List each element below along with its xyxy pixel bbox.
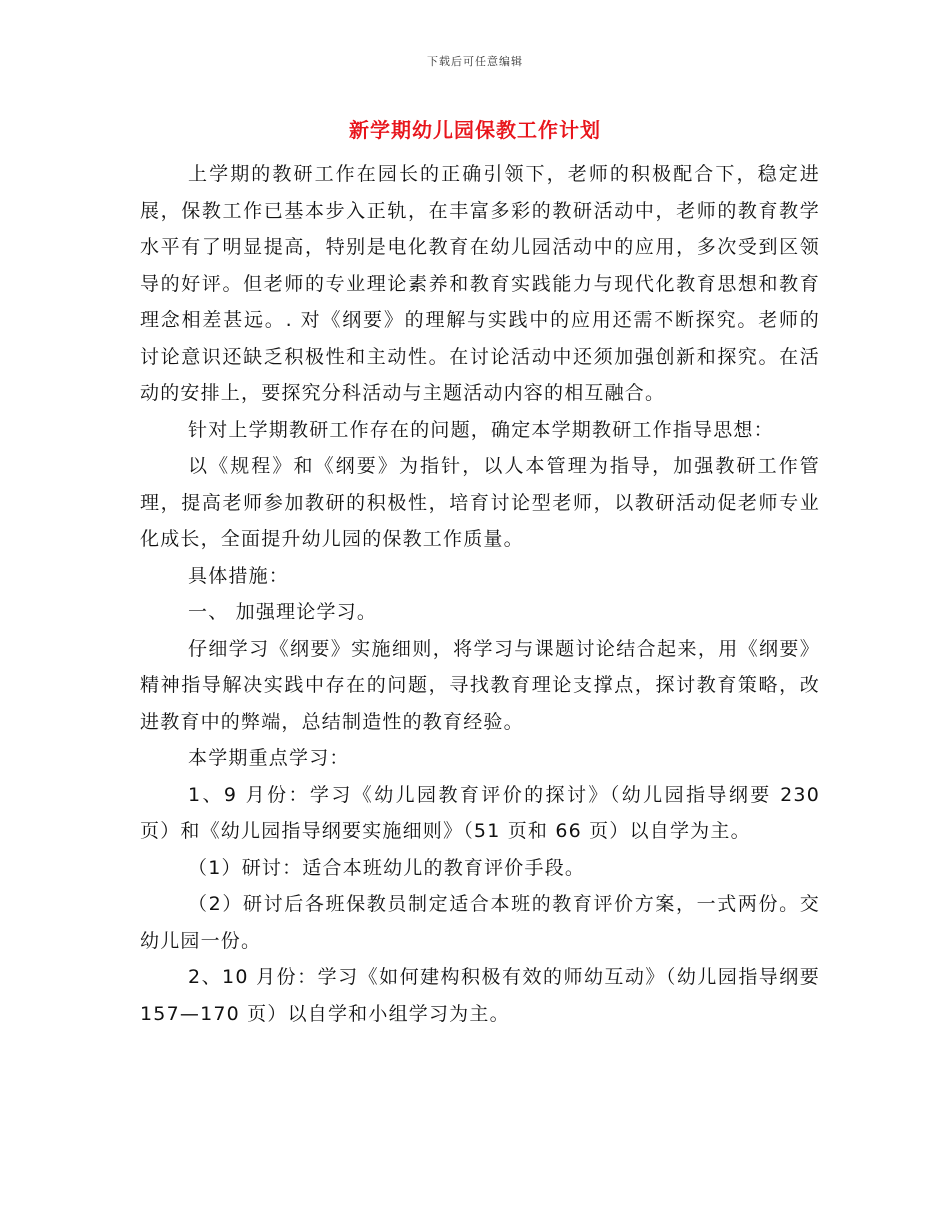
header-note: 下载后可任意编辑 [427, 55, 523, 68]
list-item-october: 2、10 月份：学习《如何建构积极有效的师幼互动》（幼儿园指导纲要 157—170 页）以自学和小组学习为主。 [140, 966, 828, 1025]
paragraph-theory-study: 仔细学习《纲要》实施细则，将学习与课题讨论结合起来，用《纲要》精神指导解决实践中存在的问题，寻找教育理论支撑点，探讨教育策略，改进教育中的弊端，总结制造性的教育经验。 [140, 637, 820, 733]
list-subitem-1: （1）研讨：适合本班幼儿的教育评价手段。 [188, 856, 586, 879]
paragraph-measures-heading: 具体措施： [188, 564, 290, 587]
section-heading-theory: 一、 加强理论学习。 [188, 601, 378, 623]
paragraph-intro: 上学期的教研工作在园长的正确引领下，老师的积极配合下，稳定进展，保教工作已基本步入正轨，在丰富多彩的教研活动中，老师的教育教学水平有了明显提高，特别是电化教育在幼儿园活动中的应用，多次受到区领导的好评。但老师的专业理论素养和教育实践能力与现代化教育思想和教育理念相差甚远。. 对《纲要》的理解与实践中的应用还需不断探究。老师的讨论意识还缺乏积极性和主动性。在讨论活动中还须加强创新和探究。在活动的安排上，要探究分科活动与主题活动内容的相互融合。 [140, 163, 820, 404]
paragraph-guiding-thought: 以《规程》和《纲要》为指针，以人本管理为指导，加强教研工作管理，提高老师参加教研的积极性，培育讨论型老师，以教研活动促老师专业化成长，全面提升幼儿园的保教工作质量。 [140, 455, 820, 550]
list-item-september: 1、9 月份：学习《幼儿园教育评价的探讨》（幼儿园指导纲要 230 页）和《幼儿园指导纲要实施细则》（51 页和 66 页）以自学为主。 [140, 783, 828, 842]
document-title: 新学期幼儿园保教工作计划 [349, 118, 601, 142]
document-body [140, 156, 828, 1032]
paragraph-key-study: 本学期重点学习： [188, 747, 350, 769]
paragraph-problems: 针对上学期教研工作存在的问题，确定本学期教研工作指导思想： [188, 418, 774, 441]
list-subitem-2: （2）研讨后各班保教员制定适合本班的教育评价方案，一式两份。交幼儿园一份。 [140, 893, 820, 952]
